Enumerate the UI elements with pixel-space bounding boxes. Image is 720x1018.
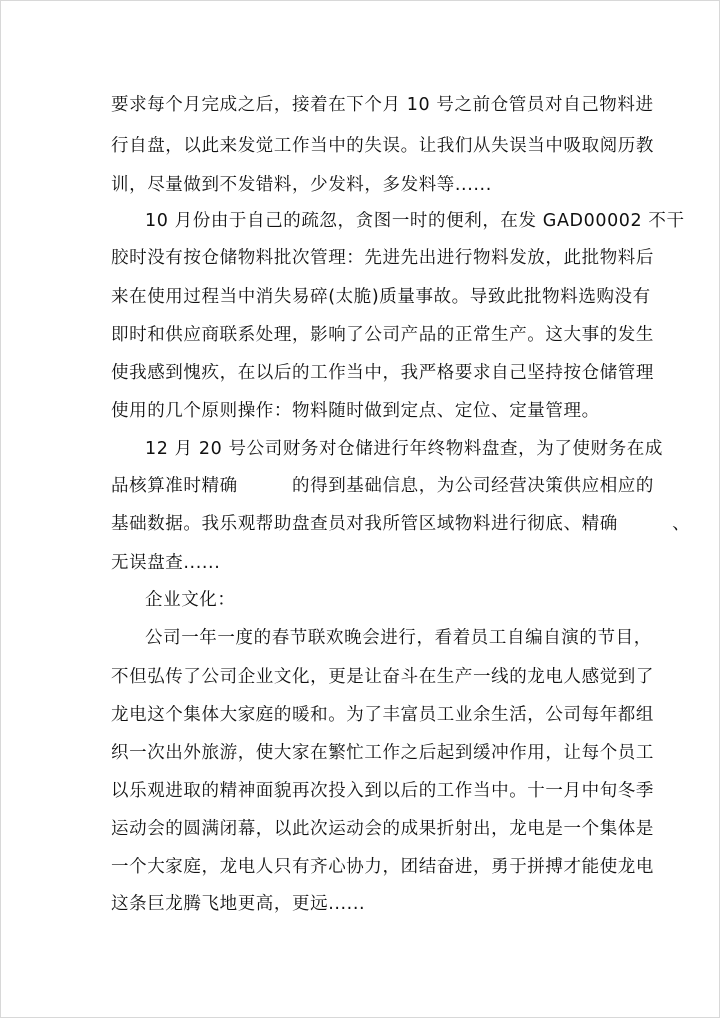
paragraph-line: 胶时没有按仓储物料批次管理：先进先出进行物料发放，此批物料后 bbox=[111, 248, 654, 268]
section-heading: 企业文化： bbox=[145, 590, 236, 610]
paragraph-line: 无误盘查...... bbox=[111, 553, 221, 573]
paragraph-line: 12 月 20 号公司财务对仓储进行年终物料盘查，为了使财务在成 bbox=[145, 439, 663, 459]
paragraph-line: 训，尽量做到不发错料，少发料，多发料等...... bbox=[111, 175, 492, 195]
paragraph-line: 织一次出外旅游，使大家在繁忙工作之后起到缓冲作用，让每个员工 bbox=[111, 743, 654, 763]
paragraph-line: 运动会的圆满闭幕，以此次运动会的成果折射出，龙电是一个集体是 bbox=[111, 819, 654, 839]
paragraph-line: 一个大家庭，龙电人只有齐心协力，团结奋进，勇于拼搏才能使龙电 bbox=[111, 857, 654, 877]
paragraph-line: 这条巨龙腾飞地更高，更远...... bbox=[111, 894, 366, 914]
paragraph-line: 龙电这个集体大家庭的暖和。为了丰富员工业余生活，公司每年都组 bbox=[111, 705, 654, 725]
paragraph-line: 使用的几个原则操作：物料随时做到定点、定位、定量管理。 bbox=[111, 401, 600, 421]
paragraph-line: 来在使用过程当中消失易碎(太脆)质量事故。导致此批物料选购没有 bbox=[111, 287, 651, 307]
paragraph-line: 要求每个月完成之后，接着在下个月 10 号之前仓管员对自己物料进 bbox=[111, 95, 654, 115]
paragraph-line: 10 月份由于自己的疏忽，贪图一时的便利，在发 GAD00002 不干 bbox=[145, 211, 685, 231]
paragraph-line: 基础数据。我乐观帮助盘查员对我所管区域物料进行彻底、精确 、 bbox=[111, 514, 691, 534]
paragraph-line: 公司一年一度的春节联欢晚会进行，看着员工自编自演的节目， bbox=[145, 628, 652, 648]
paragraph-line: 品核算准时精确 的得到基础信息，为公司经营决策供应相应的 bbox=[111, 476, 654, 496]
paragraph-line: 即时和供应商联系处理，影响了公司产品的正常生产。这大事的发生 bbox=[111, 325, 654, 345]
paragraph-line: 不但弘传了公司企业文化，更是让奋斗在生产一线的龙电人感觉到了 bbox=[111, 667, 654, 687]
paragraph-line: 以乐观进取的精神面貌再次投入到以后的工作当中。十一月中旬冬季 bbox=[111, 781, 654, 801]
paragraph-line: 行自盘，以此来发觉工作当中的失误。让我们从失误当中吸取阅历教 bbox=[111, 136, 654, 156]
paragraph-line: 使我感到愧疚，在以后的工作当中，我严格要求自己坚持按仓储管理 bbox=[111, 363, 654, 383]
